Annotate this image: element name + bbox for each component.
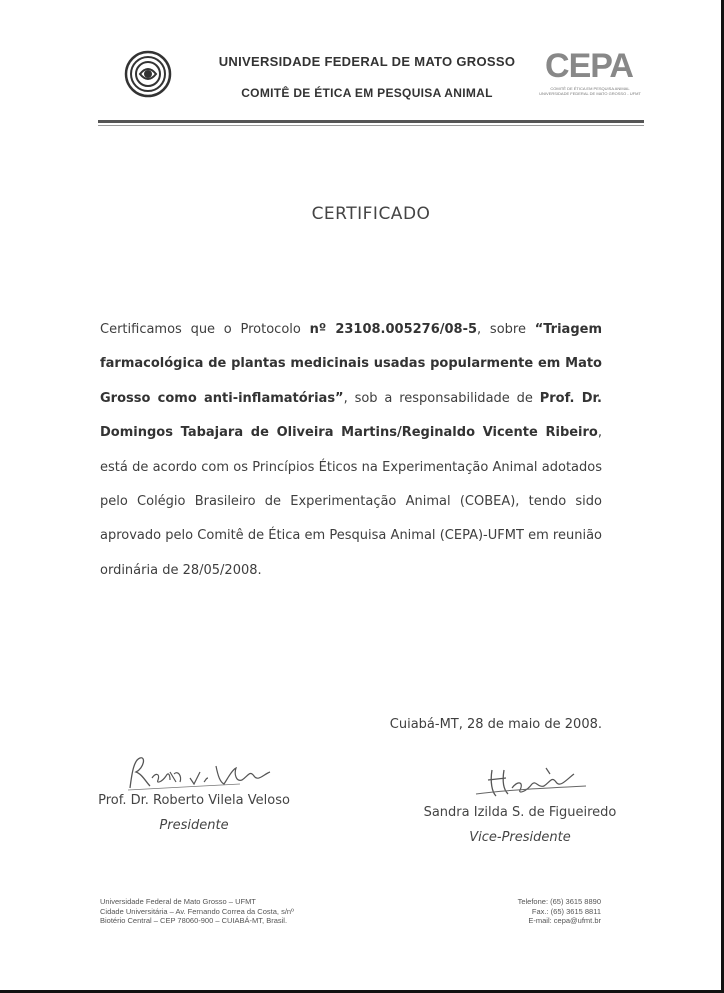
footer-fax: Fax.: (65) 3615 8811 (531, 906, 601, 916)
footer-address-line-2: Cidade Universitária – Av. Fernando Correa da Costa, s/nº (100, 906, 294, 916)
president-signature (120, 752, 290, 792)
header-divider-thin (98, 125, 644, 126)
header-divider (98, 120, 644, 123)
cepa-logo-subtitle-1: COMITÊ DE ÉTICA EM PESQUISA ANIMAL (550, 86, 630, 91)
committee-name: COMITÊ DE ÉTICA EM PESQUISA ANIMAL (241, 86, 493, 100)
vice-president-name: Sandra Izilda S. de Figueiredo (423, 805, 617, 820)
certificate-title: CERTIFICADO (311, 204, 431, 224)
cepa-logo-subtitle-2: UNIVERSIDADE FEDERAL DE MATO GROSSO - UFMT (539, 91, 641, 96)
responsible-researchers: Prof. Dr. Domingos Tabajara de Oliveira Martins/Reginaldo Vicente Ribeiro (100, 390, 602, 441)
body-text-4: , está de acordo com os Princípios Éticos na Experimentação Animal adotados pelo Colégio Brasileiro de Experimentação Animal (COBEA), tendo sido aprovado pelo Comitê de Ética em Pesquisa Animal (CEPA)-UFMT em reunião ordinária de 28/05/2008. (100, 425, 602, 578)
body-text-2: , sobre (477, 322, 535, 337)
vice-president-role: Vice-Presidente (469, 830, 571, 845)
place-and-date: Cuiabá-MT, 28 de maio de 2008. (389, 717, 602, 732)
footer-address-line-3: Biotério Central – CEP 78060-900 – CUIABÁ-MT, Brasil. (100, 916, 288, 925)
body-text-1: Certificamos que o Protocolo (100, 322, 310, 337)
footer-address-line-1: Universidade Federal de Mato Grosso – UFMT (100, 897, 256, 906)
footer-contact (430, 897, 601, 926)
president-role: Presidente (159, 818, 229, 833)
protocol-number: nº 23108.005276/08-5 (309, 322, 478, 337)
cepa-logo-icon (533, 48, 645, 98)
university-name: UNIVERSIDADE FEDERAL DE MATO GROSSO (218, 54, 516, 69)
footer-address (100, 897, 380, 926)
footer-email: E-mail: cepa@ufmt.br (528, 916, 601, 925)
ufmt-seal-icon (124, 50, 172, 98)
certificate-body (100, 313, 602, 588)
project-title: “Triagem farmacológica de plantas medicinais usadas popularmente em Mato Grosso como anti-inflamatórias” (100, 322, 602, 406)
president-name: Prof. Dr. Roberto Vilela Veloso (98, 793, 290, 808)
cepa-logo-word: CEPA (545, 47, 633, 85)
footer-phone: Telefone: (65) 3615 8890 (517, 897, 601, 906)
cepa-logo-subtitle (537, 86, 643, 96)
vice-president-signature (466, 760, 596, 800)
body-text-3: , sob a responsabilidade de (343, 390, 540, 406)
